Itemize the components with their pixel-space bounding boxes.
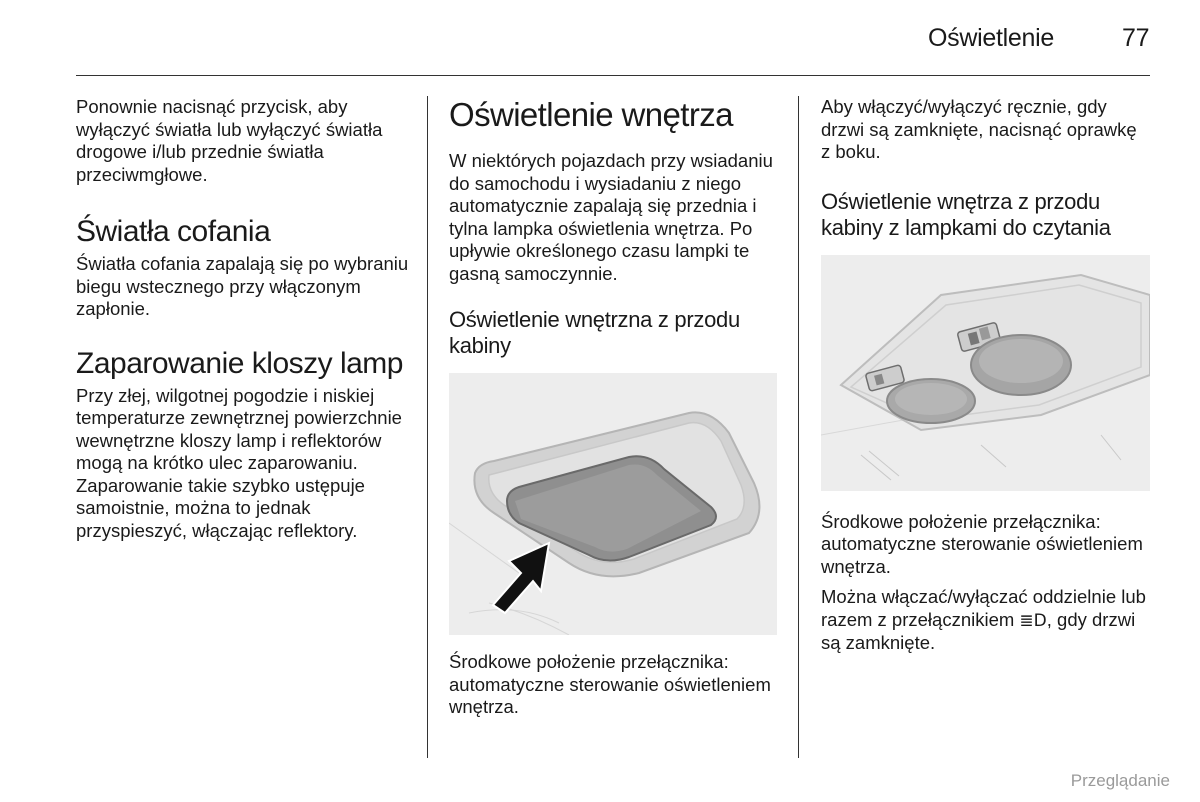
front-interior-light-subheading: Oświetlenie wnętrzna z przodu kabiny [449,307,740,358]
manual-switch-paragraph: Aby włączyć/wyłączyć ręcznie, gdy drzwi są zamknięte, nacisnąć oprawkę z boku. [821,96,1137,162]
dome-lamp-with-arrow-illustration [449,373,777,635]
figure-2-caption: Środkowe położenie przełącznika: automatyczne sterowanie oświetleniem wnętrza. [821,510,1143,577]
separate-switch-text-after: , gdy drzwi są zamknięte. [821,608,1136,653]
lamp-fogging-paragraph: Przy złej, wilgotnej pogodzie i niskiej temperaturze zewnętrznej powierzchnie wewnętrzne kloszy lamp i reflektorów mogą na krótko ulec zaparowaniu. Zaparowanie takie szybko ustępuje samoistnie, można to jednak przyspieszyć, włączając reflektory. [76,384,402,541]
interior-lighting-paragraph: W niektórych pojazdach przy wsiadaniu do samochodu i wysiadaniu z niego automatycznie zapalają się przednia i tylna lampka oświetlenia wnętrza. Po upływie określonego czasu lampki te gasną samoczynnie. [449,150,773,284]
reading-lamps-figure [821,255,1150,491]
reading-lamps-console-illustration [821,255,1150,491]
reading-lamps-subheading: Oświetlenie wnętrza z przodu kabiny z lampkami do czytania [821,188,1111,240]
reverse-lights-heading: Światła cofania [76,215,271,248]
column-divider-1 [427,96,428,758]
figure-1-caption: Środkowe położenie przełącznika: automatyczne sterowanie oświetleniem wnętrza. [449,651,771,717]
intro-paragraph: Ponownie nacisnąć przycisk, aby wyłączyć światła lub wyłączyć światła drogowe i/lub przednie światła przeciwmgłowe. [76,96,383,185]
header-divider [76,75,1150,76]
column-3 [821,96,1150,655]
watermark-link[interactable]: Przeglądanie [1070,771,1170,790]
column-divider-2 [798,96,799,758]
lamp-fogging-heading: Zaparowanie kloszy lamp [76,346,403,380]
interior-lighting-heading: Oświetlenie wnętrza [449,96,733,133]
column-1 [76,96,411,542]
dome-lamp-figure [449,373,777,635]
page-title: Oświetlenie [928,24,1054,52]
separate-switch-paragraph [821,586,1150,655]
reverse-lights-paragraph: Światła cofania zapalają się po wybraniu biegu wstecznego przy włączonym zapłonie. [76,253,409,319]
column-2 [449,96,779,719]
page-number: 77 [1122,24,1150,52]
interior-light-switch-symbol-icon: ≣D [1019,610,1047,631]
separate-switch-text-before: Można włączać/wyłączać oddzielnie lub razem z przełącznikiem [821,586,1146,630]
